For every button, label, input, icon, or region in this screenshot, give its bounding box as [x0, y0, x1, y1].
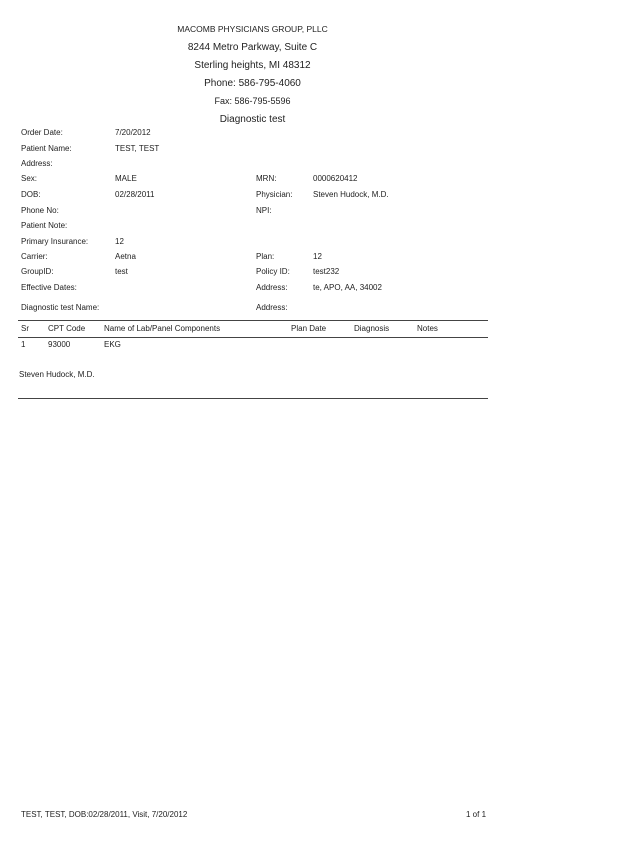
npi-label: NPI:	[256, 206, 272, 215]
plan-value: 12	[313, 252, 322, 261]
practice-fax: Fax: 586-795-5596	[214, 96, 291, 106]
col-header-plan-date: Plan Date	[291, 324, 327, 333]
patient-note-label: Patient Note:	[21, 221, 68, 230]
table-top-rule	[18, 320, 488, 321]
col-header-lab-components: Name of Lab/Panel Components	[104, 324, 221, 333]
group-id-value: test	[115, 267, 128, 276]
insurance-address-label: Address:	[256, 283, 288, 292]
dob-value: 02/28/2011	[115, 190, 155, 199]
phone-no-label: Phone No:	[21, 206, 59, 215]
row-sr: 1	[21, 340, 26, 349]
row-cpt-code: 93000	[48, 340, 71, 349]
primary-insurance-label: Primary Insurance:	[21, 237, 89, 246]
footer-page-number: 1 of 1	[466, 810, 487, 819]
effective-dates-label: Effective Dates:	[21, 283, 77, 292]
signature-name: Steven Hudock, M.D.	[19, 370, 95, 379]
carrier-value: Aetna	[115, 252, 136, 261]
col-header-cpt-code: CPT Code	[48, 324, 86, 333]
policy-id-value: test232	[313, 267, 340, 276]
order-date-label: Order Date:	[21, 128, 63, 137]
dob-label: DOB:	[21, 190, 41, 199]
sex-value: MALE	[115, 174, 137, 183]
practice-address-line1: 8244 Metro Parkway, Suite C	[187, 42, 318, 53]
mrn-value: 0000620412	[313, 174, 358, 183]
physician-label: Physician:	[256, 190, 293, 199]
order-date-value: 7/20/2012	[115, 128, 151, 137]
plan-label: Plan:	[256, 252, 275, 261]
patient-name-value: TEST, TEST	[115, 144, 160, 153]
table-header-rule	[18, 337, 488, 338]
col-header-notes: Notes	[417, 324, 438, 333]
physician-value: Steven Hudock, M.D.	[313, 190, 389, 199]
practice-name: MACOMB PHYSICIANS GROUP, PLLC	[177, 24, 328, 34]
signature-rule	[18, 398, 488, 399]
group-id-label: GroupID:	[21, 267, 54, 276]
test-address-label: Address:	[256, 303, 288, 312]
diagnostic-test-name-label: Diagnostic test Name:	[21, 303, 100, 312]
document-title: Diagnostic test	[219, 114, 286, 125]
patient-name-label: Patient Name:	[21, 144, 72, 153]
policy-id-label: Policy ID:	[256, 267, 290, 276]
address-label: Address:	[21, 159, 53, 168]
col-header-sr: Sr	[21, 324, 29, 333]
primary-insurance-value: 12	[115, 237, 124, 246]
col-header-diagnosis: Diagnosis	[354, 324, 390, 333]
sex-label: Sex:	[21, 174, 38, 183]
row-lab-name: EKG	[104, 340, 121, 349]
insurance-address-value: te, APO, AA, 34002	[313, 283, 382, 292]
carrier-label: Carrier:	[21, 252, 48, 261]
mrn-label: MRN:	[256, 174, 277, 183]
footer-patient-info: TEST, TEST, DOB:02/28/2011, Visit, 7/20/2012	[21, 810, 188, 819]
practice-address-line2: Sterling heights, MI 48312	[194, 60, 311, 71]
practice-phone: Phone: 586-795-4060	[204, 78, 301, 89]
